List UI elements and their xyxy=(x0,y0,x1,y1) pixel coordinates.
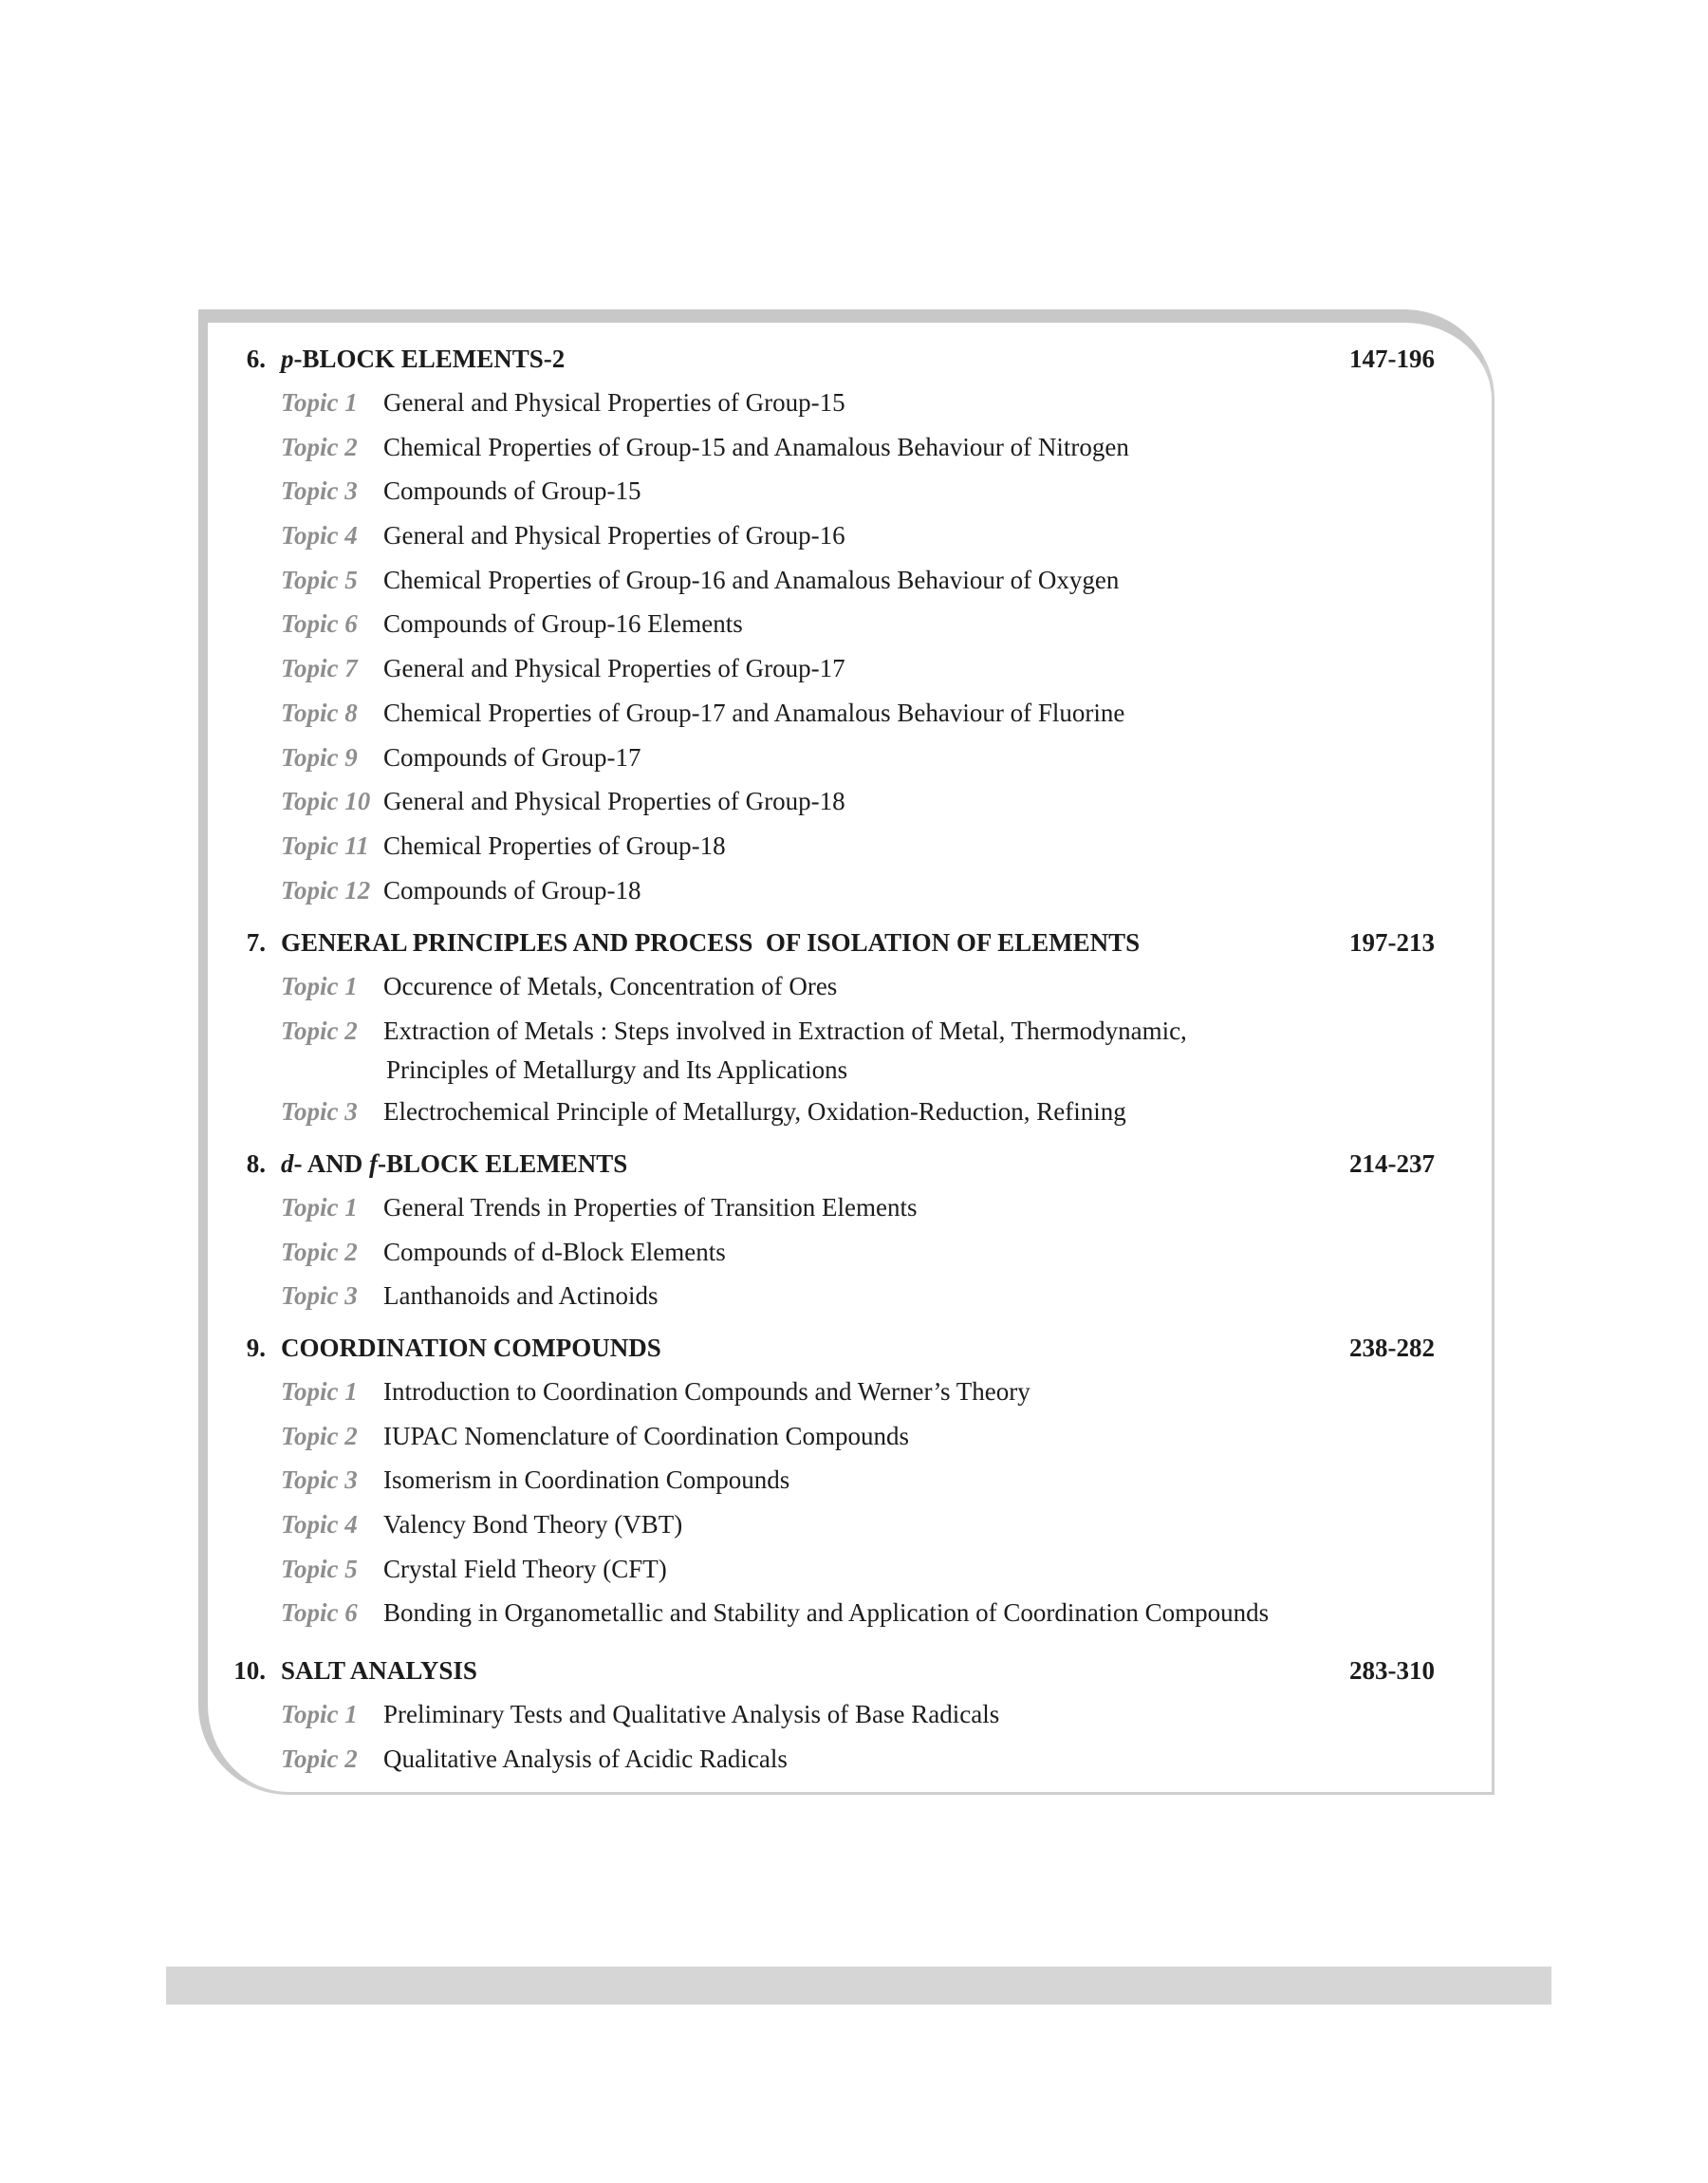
topic-item[interactable] xyxy=(0,1230,1708,1275)
topic-label: Topic 5 xyxy=(281,565,358,594)
topic-text: General and Physical Properties of Group-16 xyxy=(383,521,845,550)
topic-item[interactable] xyxy=(0,691,1708,736)
chapter-heading[interactable] xyxy=(0,1326,1708,1370)
topic-label: Topic 1 xyxy=(281,1700,358,1728)
topic-label: Topic 12 xyxy=(281,875,371,905)
topic-item[interactable] xyxy=(0,1414,1708,1459)
topic-label: Topic 1 xyxy=(281,1193,358,1222)
topic-text-line1: Extraction of Metals : Steps involved in Extraction of Metal, Thermodynamic, xyxy=(383,1016,1187,1045)
topic-text: Electrochemical Principle of Metallurgy, Oxidation-Reduction, Refining xyxy=(383,1096,1126,1126)
topic-text: Compounds of Group-15 xyxy=(383,476,641,506)
chapter-7 xyxy=(0,921,1708,1133)
topic-text: General and Physical Properties of Group-15 xyxy=(383,388,845,417)
topic-text: Compounds of Group-16 Elements xyxy=(383,609,743,639)
chapter-title-part: -BLOCK ELEMENTS xyxy=(378,1149,628,1178)
topic-text: Introduction to Coordination Compounds and Werner’s Theory xyxy=(383,1377,1030,1406)
chapter-8 xyxy=(0,1142,1708,1318)
topic-item[interactable] xyxy=(0,1185,1708,1230)
topic-label: Topic 1 xyxy=(281,1377,358,1406)
topic-text: Compounds of d-Block Elements xyxy=(383,1237,726,1266)
topic-text xyxy=(383,1009,1332,1087)
topic-item[interactable] xyxy=(0,602,1708,646)
topic-item[interactable] xyxy=(0,964,1708,1009)
topic-text: Isomerism in Coordination Compounds xyxy=(383,1465,790,1495)
chapter-pages: 147-196 xyxy=(1349,345,1435,373)
chapter-number: 8. xyxy=(246,1149,266,1178)
topic-label: Topic 11 xyxy=(281,830,369,860)
topic-label: Topic 7 xyxy=(281,654,358,683)
chapter-pages: 283-310 xyxy=(1349,1656,1435,1685)
topic-label: Topic 6 xyxy=(281,609,358,639)
topic-item[interactable] xyxy=(0,558,1708,603)
topic-label: Topic 8 xyxy=(281,698,358,727)
chapter-heading[interactable] xyxy=(0,337,1708,381)
topic-item[interactable] xyxy=(0,1547,1708,1592)
chapter-number: 7. xyxy=(246,928,266,957)
chapter-pages: 197-213 xyxy=(1349,928,1435,957)
topic-label: Topic 10 xyxy=(281,787,371,816)
topic-label: Topic 3 xyxy=(281,1281,358,1311)
topic-item[interactable] xyxy=(0,1591,1708,1635)
topic-label: Topic 1 xyxy=(281,972,358,1000)
chapter-title: SALT ANALYSIS xyxy=(281,1656,477,1685)
topic-item[interactable] xyxy=(0,1737,1708,1782)
topic-item[interactable] xyxy=(0,469,1708,513)
chapter-title xyxy=(281,1142,627,1185)
topic-text: Preliminary Tests and Qualitative Analysis of Base Radicals xyxy=(383,1700,1000,1728)
topic-text: Valency Bond Theory (VBT) xyxy=(383,1510,683,1539)
chapter-title-part: - AND xyxy=(293,1149,369,1178)
topic-text: Crystal Field Theory (CFT) xyxy=(383,1554,667,1583)
topic-label: Topic 1 xyxy=(281,388,358,417)
topic-item[interactable] xyxy=(0,1502,1708,1547)
topic-label: Topic 2 xyxy=(281,1421,358,1450)
topic-label: Topic 3 xyxy=(281,1465,358,1495)
chapter-title xyxy=(281,337,565,381)
topic-text: IUPAC Nomenclature of Coordination Compounds xyxy=(383,1421,909,1450)
topic-item[interactable] xyxy=(0,824,1708,868)
topic-label: Topic 4 xyxy=(281,1510,358,1539)
topic-item[interactable] xyxy=(0,513,1708,558)
topic-label: Topic 2 xyxy=(281,1237,358,1266)
chapter-pages: 238-282 xyxy=(1349,1334,1435,1362)
chapter-number: 10. xyxy=(233,1656,266,1685)
chapter-heading[interactable] xyxy=(0,1649,1708,1692)
topic-label: Topic 9 xyxy=(281,742,358,772)
chapter-9 xyxy=(0,1326,1708,1635)
topic-label: Topic 2 xyxy=(281,1016,358,1045)
topic-text: Compounds of Group-18 xyxy=(383,875,641,905)
topic-text: Chemical Properties of Group-15 and Anamalous Behaviour of Nitrogen xyxy=(383,432,1129,461)
topic-text: Chemical Properties of Group-18 xyxy=(383,830,726,860)
topic-label: Topic 3 xyxy=(281,476,358,506)
topic-label: Topic 5 xyxy=(281,1554,358,1583)
topic-label: Topic 2 xyxy=(281,432,358,461)
footer-bar xyxy=(166,1967,1551,2005)
topic-label: Topic 4 xyxy=(281,521,358,550)
chapter-title: COORDINATION COMPOUNDS xyxy=(281,1334,661,1362)
chapter-heading[interactable] xyxy=(0,1142,1708,1185)
chapter-number: 9. xyxy=(246,1334,266,1362)
topic-item[interactable] xyxy=(0,1009,1708,1090)
chapter-title-rest: -BLOCK ELEMENTS-2 xyxy=(293,345,566,373)
chapter-title-italic-f: f xyxy=(369,1149,378,1178)
topic-text: Occurence of Metals, Concentration of Ores xyxy=(383,972,838,1000)
topic-item[interactable] xyxy=(0,425,1708,470)
topic-text: Compounds of Group-17 xyxy=(383,742,641,772)
topic-item[interactable] xyxy=(0,1370,1708,1414)
chapter-number: 6. xyxy=(246,345,266,373)
topic-text-line2: Principles of Metallurgy and Its Applications xyxy=(386,1054,848,1084)
topic-item[interactable] xyxy=(0,381,1708,425)
topic-item[interactable] xyxy=(0,1274,1708,1318)
chapter-pages: 214-237 xyxy=(1349,1149,1435,1178)
topic-label: Topic 3 xyxy=(281,1096,358,1126)
topic-item[interactable] xyxy=(0,736,1708,780)
topic-item[interactable] xyxy=(0,1692,1708,1737)
topic-label: Topic 2 xyxy=(281,1744,358,1773)
topic-text: Qualitative Analysis of Acidic Radicals xyxy=(383,1744,788,1773)
topic-text: General Trends in Properties of Transition Elements xyxy=(383,1193,918,1222)
chapter-10 xyxy=(0,1649,1708,1781)
topic-text: Bonding in Organometallic and Stability and Application of Coordination Compounds xyxy=(383,1598,1270,1628)
topic-item[interactable] xyxy=(0,779,1708,824)
topic-text: General and Physical Properties of Group-17 xyxy=(383,654,845,683)
chapter-title: GENERAL PRINCIPLES AND PROCESS OF ISOLATION OF ELEMENTS xyxy=(281,928,1141,957)
chapter-heading[interactable] xyxy=(0,921,1708,964)
topic-item[interactable] xyxy=(0,646,1708,691)
chapter-6 xyxy=(0,337,1708,912)
topic-label: Topic 6 xyxy=(281,1598,358,1628)
topic-text: General and Physical Properties of Group-18 xyxy=(383,787,845,816)
topic-text: Lanthanoids and Actinoids xyxy=(383,1281,659,1311)
topic-text: Chemical Properties of Group-17 and Anamalous Behaviour of Fluorine xyxy=(383,698,1125,727)
topic-item[interactable] xyxy=(0,868,1708,913)
topic-item[interactable] xyxy=(0,1090,1708,1134)
chapter-title-italic: p xyxy=(281,345,294,373)
topic-text: Chemical Properties of Group-16 and Anamalous Behaviour of Oxygen xyxy=(383,565,1120,594)
chapter-title-italic-d: d xyxy=(281,1149,294,1178)
topic-item[interactable] xyxy=(0,1458,1708,1502)
